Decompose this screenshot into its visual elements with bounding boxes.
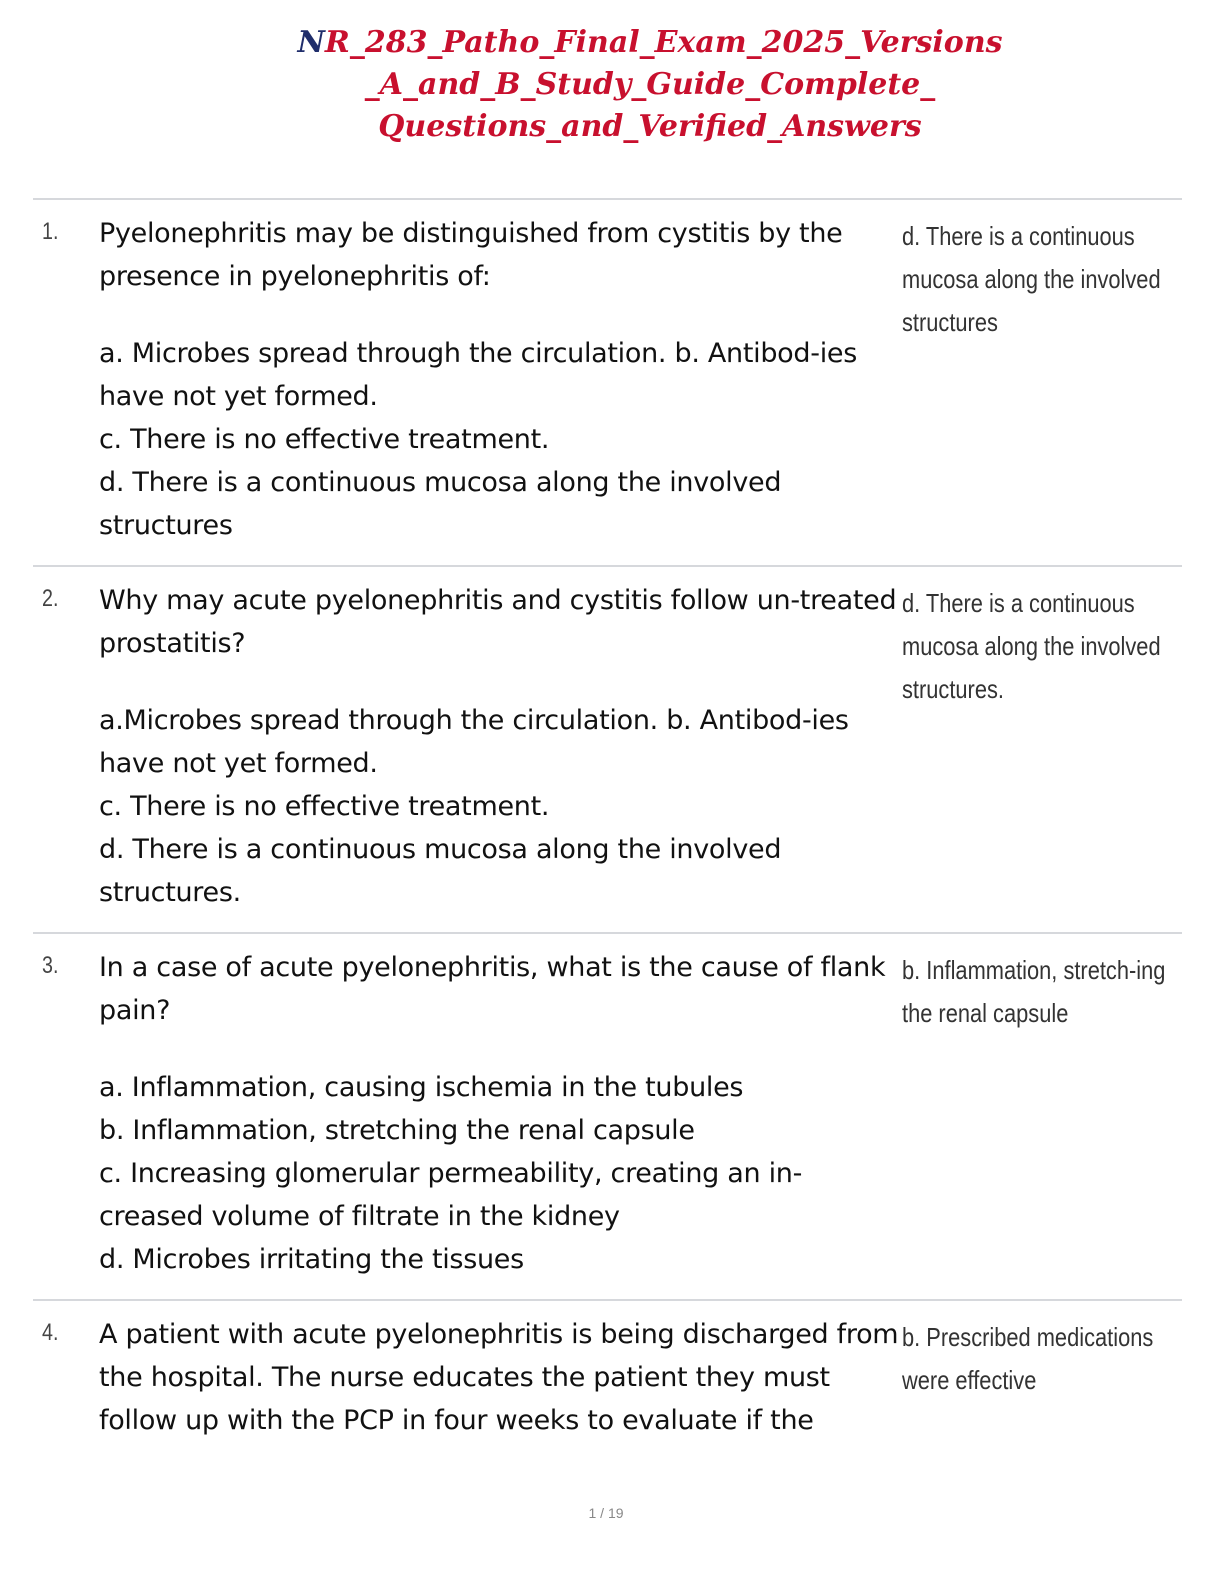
document-title [120,22,1180,148]
option-line: c. Increasing glomerular permeability, creating an in-creased volume of filtrate in the kidney [99,1158,803,1232]
question-number: 4. [42,1319,59,1346]
question-text: Pyelonephritis may be distinguished from cystitis by the presence in pyelonephritis of: [99,218,843,292]
question-body [99,212,899,547]
option-line: a.Microbes spread through the circulation. b. Antibod-ies have not yet formed. [99,705,849,779]
question-body [99,1313,899,1442]
answer-text: d. There is a continuous mucosa along the involved structures [902,221,1161,337]
answer-text: b. Prescribed medications were effective [902,1322,1154,1395]
page-number: 1 / 19 [588,1505,624,1521]
question-options [99,332,899,547]
question-card-4 [33,1299,1182,1491]
option-line: d. There is a continuous mucosa along the involved structures. [99,834,782,908]
answer-text: b. Inflammation, stretch-ing the renal capsule [902,955,1166,1028]
option-line: a. Inflammation, causing ischemia in the tubules [99,1072,744,1103]
question-options [99,699,899,914]
question-body [99,579,899,914]
option-line: a. Microbes spread through the circulation. b. Antibod-ies have not yet formed. [99,338,857,412]
document-title-rest: R_283_Patho_Final_Exam_2025_Versions _A_and_B_Study_Guide_Complete_ Questions_and_Verified_Answers [324,25,1003,144]
question-card-1 [33,198,1182,566]
question-card-3 [33,932,1182,1300]
question-text: Why may acute pyelonephritis and cystitis follow un-treated prostatitis? [99,585,897,659]
question-number: 2. [42,585,59,612]
option-line: c. There is no effective treatment. [99,424,550,455]
question-number: 1. [42,218,59,245]
question-options [99,1066,899,1281]
question-text: In a case of acute pyelonephritis, what is the cause of flank pain? [99,952,886,1026]
option-line: d. There is a continuous mucosa along the involved structures [99,467,782,541]
option-line: c. There is no effective treatment. [99,791,550,822]
option-line: d. Microbes irritating the tissues [99,1244,524,1275]
question-body [99,946,899,1281]
question-number: 3. [42,952,59,979]
option-line: b. Inflammation, stretching the renal capsule [99,1115,695,1146]
question-text: A patient with acute pyelonephritis is being discharged from the hospital. The nurse educates the patient they must follow up with the PCP in four weeks to evaluate if the [99,1319,899,1436]
answer-text: d. There is a continuous mucosa along the involved structures. [902,588,1161,704]
question-card-2 [33,565,1182,933]
document-title-lead: N [297,25,325,60]
